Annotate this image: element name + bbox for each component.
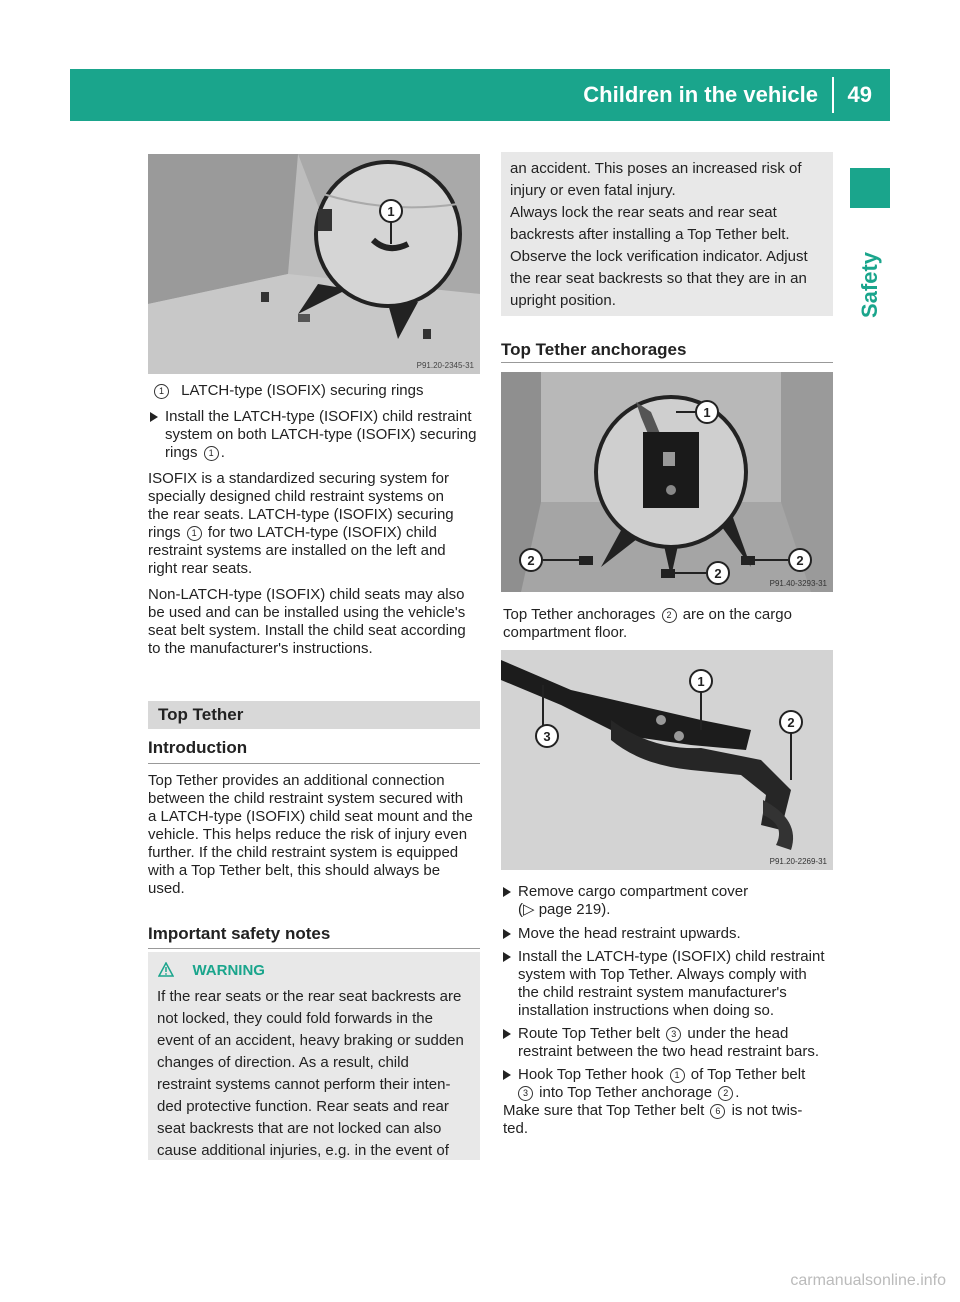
step-arrow-icon	[503, 887, 511, 897]
step-text: Move the head restraint upwards.	[518, 925, 741, 942]
fig2-callout-2c: 2	[796, 553, 804, 568]
callout-number: 2	[718, 1086, 733, 1101]
text-line: further. If the child restraint system is equipped	[148, 844, 459, 861]
text-line: restraint systems are installed on the left and	[148, 542, 446, 559]
step-text: under the head	[687, 1025, 789, 1042]
step-text: restraint between the two head restraint bars.	[518, 1043, 819, 1060]
text-line: Observe the lock verification indicator. Adjust	[510, 248, 808, 265]
text-line: an accident. This poses an increased risk of	[510, 160, 802, 177]
callout-number: 3	[666, 1027, 681, 1042]
paragraph-non-latch	[148, 586, 482, 658]
text-line: to the manufacturer's instructions.	[148, 640, 373, 657]
text-line: If the rear seats or the rear seat backrests are	[157, 988, 462, 1005]
warning-box-continued	[501, 152, 833, 316]
callout-number: 2	[662, 608, 677, 623]
text-line: cause additional injuries, e.g. in the event of	[157, 1142, 449, 1159]
chapter-title: Children in the vehicle	[583, 82, 818, 107]
step-text: .	[735, 1084, 740, 1101]
watermark: carmanualsonline.info	[790, 1272, 946, 1289]
figure-tether-anchorages	[501, 372, 833, 592]
fig1-code: P91.20-2345-31	[416, 361, 474, 370]
text-line: compartment floor.	[503, 624, 628, 641]
warning-triangle-icon	[158, 962, 174, 977]
text-line: with a Top Tether belt, this should always be	[148, 862, 441, 879]
step-text: into Top Tether anchorage	[539, 1084, 713, 1101]
text-line: right rear seats.	[148, 560, 253, 577]
step-text: Route Top Tether belt	[518, 1025, 661, 1042]
fig1-callout-1: 1	[387, 204, 395, 219]
text-line: injury or even fatal injury.	[510, 182, 676, 199]
callout-number: 1	[187, 526, 202, 541]
step-text: is not twis-	[731, 1102, 803, 1119]
callout-number: 1	[204, 446, 219, 461]
fig2-callout-2: 2	[527, 553, 535, 568]
warning-header	[158, 962, 265, 980]
text-line: seat belt system. Install the child seat according	[148, 622, 466, 639]
step-install-isofix	[150, 408, 482, 462]
step-text: system on both LATCH-type (ISOFIX) securing	[165, 426, 477, 443]
text-line: rings	[148, 524, 181, 541]
page-number: 49	[847, 82, 872, 107]
step-arrow-icon	[503, 929, 511, 939]
text-line: the rear seat backrests so that they are in an	[510, 270, 807, 287]
text-line: the rear seats. LATCH-type (ISOFIX) securing	[148, 506, 454, 523]
text-line: vehicle. This helps reduce the risk of injury even	[148, 826, 468, 843]
legend-item	[152, 382, 423, 400]
heading-rule	[148, 948, 480, 949]
text-line: used.	[148, 880, 185, 897]
figure-tether-belt	[501, 650, 833, 870]
step-arrow-icon	[503, 1070, 511, 1080]
heading-rule	[501, 362, 833, 363]
text-line: a LATCH-type (ISOFIX) child seat mount and the	[148, 808, 473, 825]
text-line: specially designed child restraint systems on	[148, 488, 444, 505]
step-text: Remove cargo compartment cover	[518, 883, 749, 900]
text-line: ISOFIX is a standardized securing system for	[148, 470, 449, 487]
step-text: system with Top Tether. Always comply with	[518, 966, 807, 983]
step-hook-tether	[503, 1066, 835, 1138]
text-line: are on the cargo	[682, 606, 792, 623]
text-line: not locked, they could fold forwards in the	[157, 1010, 433, 1027]
step-text: the child restraint system manufacturer's	[518, 984, 787, 1001]
text-line: upright position.	[510, 292, 616, 309]
legend-text: LATCH-type (ISOFIX) securing rings	[181, 382, 424, 399]
text-line: restraint systems cannot perform their inten-	[157, 1076, 451, 1093]
step-text: Install the LATCH-type (ISOFIX) child restraint	[518, 948, 825, 965]
text-line: ded protective function. Rear seats and rear	[157, 1098, 449, 1115]
callout-number: 6	[710, 1104, 725, 1119]
text-line: changes of direction. As a result, child	[157, 1054, 409, 1071]
text-line: for two LATCH-type (ISOFIX) child	[207, 524, 437, 541]
step-remove-cover	[503, 883, 835, 919]
heading-rule	[148, 763, 480, 764]
text-line: be used and can be installed using the vehicle's	[148, 604, 466, 621]
text-line: between the child restraint system secured with	[148, 790, 464, 807]
step-arrow-icon	[503, 1029, 511, 1039]
step-text: .	[220, 444, 225, 461]
figure-isofix-rings	[148, 154, 480, 374]
fig3-callout-3: 3	[543, 729, 551, 744]
side-marker	[850, 168, 890, 208]
text-line: Top Tether anchorages	[503, 606, 656, 623]
warning-title: WARNING	[192, 962, 265, 979]
page-reference-link[interactable]: page 219).	[538, 901, 611, 918]
fig3-code: P91.20-2269-31	[769, 857, 827, 866]
step-text: installation instructions when doing so.	[518, 1002, 774, 1019]
step-text: Install the LATCH-type (ISOFIX) child restraint	[165, 408, 472, 425]
paragraph-introduction	[148, 772, 482, 898]
text-line: seat backrests that are not locked can also	[157, 1120, 442, 1137]
fig2-callout-2b: 2	[714, 566, 722, 581]
text-line: Non-LATCH-type (ISOFIX) child seats may also	[148, 586, 465, 603]
heading-introduction: Introduction	[148, 738, 248, 757]
callout-number: 1	[670, 1068, 685, 1083]
step-move-head-restraint	[503, 925, 835, 943]
warning-text	[157, 986, 477, 1162]
step-route-belt	[503, 1025, 835, 1061]
section-title-box	[148, 701, 480, 729]
paragraph-anchorages	[503, 606, 835, 642]
section-title: Top Tether	[158, 705, 244, 724]
fig3-callout-2: 2	[787, 715, 795, 730]
header-bar	[70, 69, 890, 121]
fig2-callout-1: 1	[703, 405, 711, 420]
fig2-code: P91.40-3293-31	[769, 579, 827, 588]
step-text: rings	[165, 444, 198, 461]
page-ref-icon: (▷	[518, 901, 535, 918]
paragraph-isofix	[148, 470, 482, 578]
text-line: event of an accident, heavy braking or sudden	[157, 1032, 464, 1049]
callout-number: 3	[518, 1086, 533, 1101]
step-install-with-tether	[503, 948, 835, 1020]
fig3-callout-1: 1	[697, 674, 705, 689]
step-text: of Top Tether belt	[690, 1066, 806, 1083]
step-text: Hook Top Tether hook	[518, 1066, 664, 1083]
heading-safety-notes: Important safety notes	[148, 924, 331, 943]
step-arrow-icon	[150, 412, 158, 422]
warning-box	[148, 952, 480, 1160]
side-tab-label: Safety	[857, 251, 882, 319]
text-line: Always lock the rear seats and rear seat	[510, 204, 777, 221]
step-arrow-icon	[503, 952, 511, 962]
header-divider	[832, 77, 834, 113]
step-text: ted.	[503, 1120, 529, 1137]
heading-anchorages: Top Tether anchorages	[501, 340, 687, 359]
text-line: Top Tether provides an additional connection	[148, 772, 445, 789]
legend-number: 1	[154, 384, 169, 399]
warning-text	[510, 158, 832, 312]
step-text: Make sure that Top Tether belt	[503, 1102, 705, 1119]
text-line: backrests after installing a Top Tether belt.	[510, 226, 790, 243]
side-tab	[842, 230, 898, 340]
